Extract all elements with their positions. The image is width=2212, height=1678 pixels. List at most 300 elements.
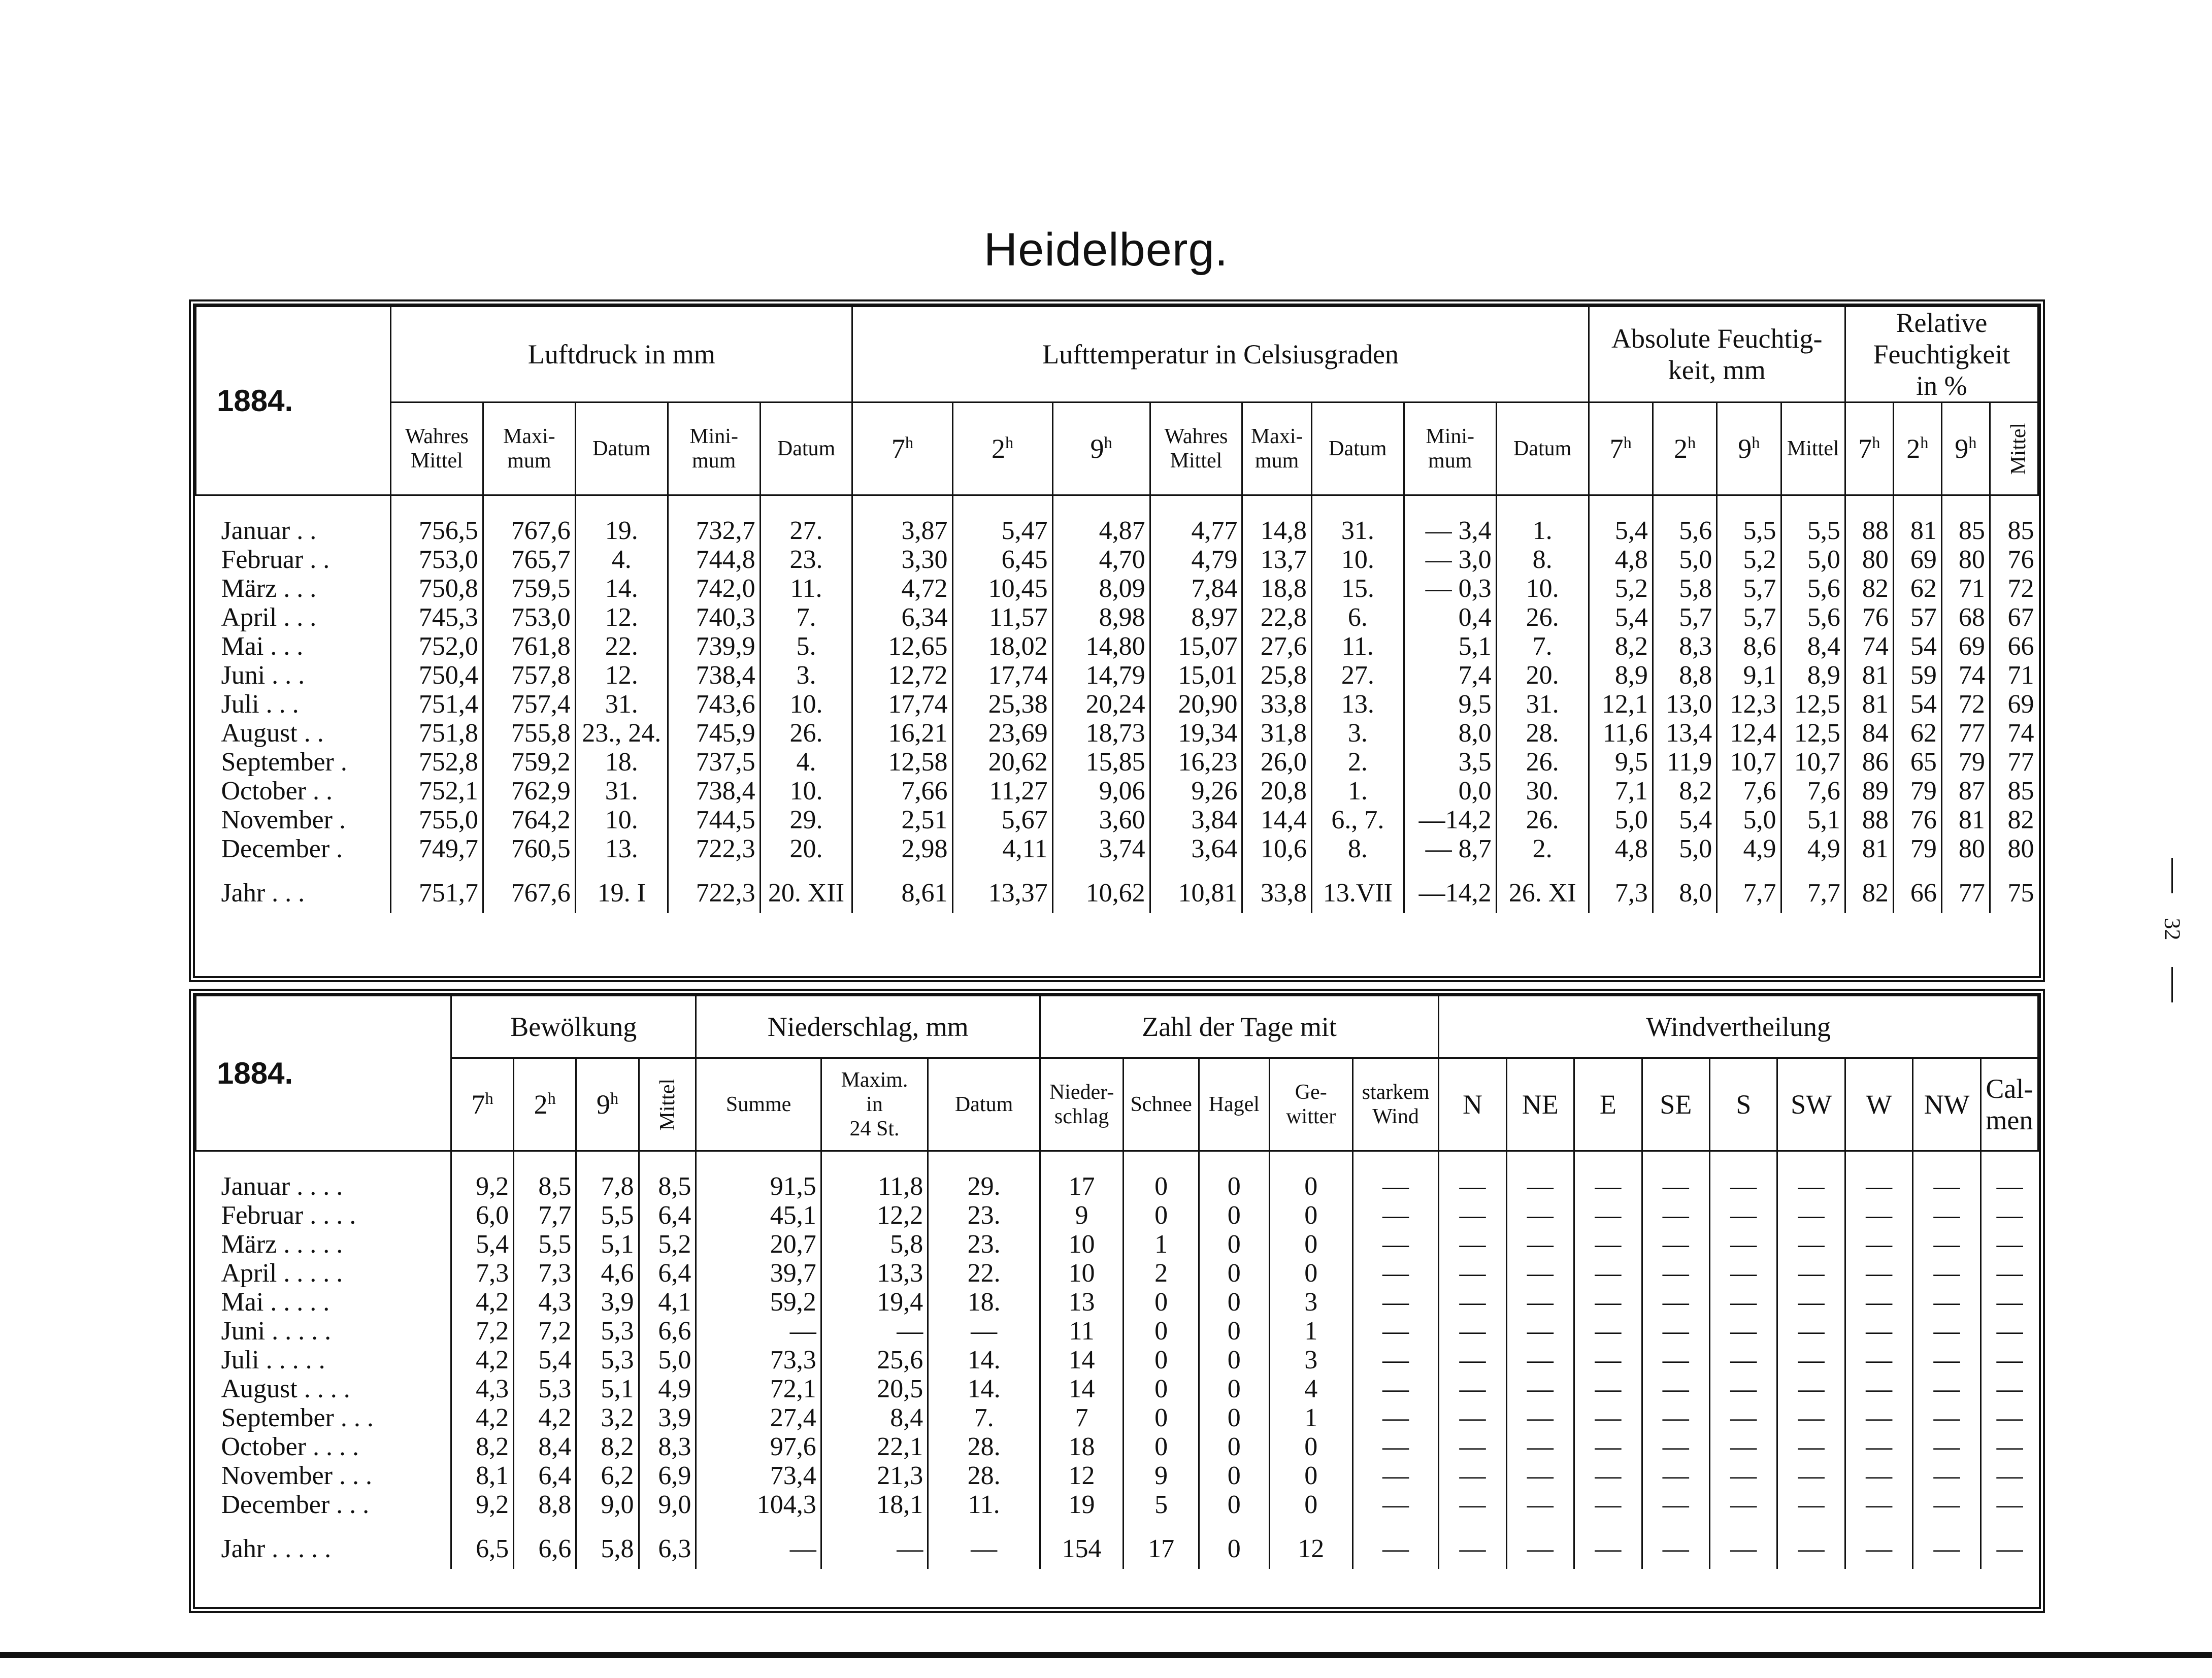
spacer-cell <box>1980 1519 2038 1528</box>
table-cell: — <box>696 1528 821 1569</box>
table-cell: 5,4 <box>451 1230 514 1259</box>
table-cell: 11,57 <box>952 603 1052 632</box>
table-cell: 76 <box>1893 806 1941 834</box>
table-cell: 752,0 <box>391 632 483 661</box>
table-cell: — <box>1913 1172 1980 1201</box>
table-cell: — <box>1439 1317 1506 1346</box>
table-row <box>196 1201 2038 1230</box>
spacer-cell <box>696 1151 821 1172</box>
table-cell: 17 <box>1040 1172 1123 1201</box>
spacer-cell <box>1311 495 1404 517</box>
table-cell: — <box>1642 1259 1709 1288</box>
table-cell: 72,1 <box>696 1374 821 1403</box>
table-row <box>196 661 2038 690</box>
table-cell: 19. <box>575 516 668 545</box>
table-cell: 10,7 <box>1717 748 1781 777</box>
table-cell: — <box>1710 1528 1777 1569</box>
table-cell: 0 <box>1124 1201 1199 1230</box>
table-row <box>196 834 2038 863</box>
col-maximum: Maxi- mum <box>483 402 575 495</box>
table-cell: 7,66 <box>852 777 952 806</box>
col-wind-sw: SW <box>1777 1058 1845 1151</box>
spacer-cell <box>1781 495 1845 517</box>
table-cell: 23. <box>760 545 852 574</box>
col-mittel: Mittel <box>1990 402 2038 495</box>
table-cell: 59,2 <box>696 1288 821 1317</box>
table-cell: 7,4 <box>1404 661 1496 690</box>
table-cell: — <box>1352 1346 1438 1374</box>
group-niederschlag: Niederschlag, mm <box>696 996 1040 1058</box>
table-cell: 28. <box>1496 719 1589 748</box>
table-cell: 17,74 <box>852 690 952 719</box>
row-label: Januar . . <box>221 516 317 546</box>
table-cell: 8. <box>1496 545 1589 574</box>
spacer-cell <box>196 1519 451 1528</box>
table-cell: 759,5 <box>483 574 575 603</box>
table-cell: 745,3 <box>391 603 483 632</box>
table-cell: 13. <box>1311 690 1404 719</box>
table-cell: 14. <box>575 574 668 603</box>
table-cell: — <box>1506 1528 1574 1569</box>
table-cell: 6,6 <box>639 1317 696 1346</box>
table-cell: 7,7 <box>1717 872 1781 913</box>
spacer-cell <box>1352 1151 1438 1172</box>
table-cell: — <box>1574 1172 1642 1201</box>
spacer-cell <box>483 495 575 517</box>
table-cell: — <box>1642 1374 1709 1403</box>
table-cell: 761,8 <box>483 632 575 661</box>
table-cell: 81 <box>1893 516 1941 545</box>
table-cell: 79 <box>1893 834 1941 863</box>
spacer-cell <box>1717 495 1781 517</box>
group-luftdruck: Luftdruck in mm <box>391 307 852 402</box>
table-cell: 9,2 <box>451 1172 514 1201</box>
col-minimum: Mini- mum <box>1404 402 1496 495</box>
group-windvertheilung: Windvertheilung <box>1439 996 2038 1058</box>
table-cell: 26. <box>760 719 852 748</box>
table-cell: 12 <box>1040 1461 1123 1490</box>
table-cell: — <box>1913 1374 1980 1403</box>
table-cell: 74 <box>1845 632 1893 661</box>
table-cell: 2 <box>1124 1259 1199 1288</box>
table-cell: 765,7 <box>483 545 575 574</box>
row-label: Juli . . . . . <box>221 1346 325 1374</box>
table-cell: 22. <box>928 1259 1040 1288</box>
table-cell: 5,5 <box>1717 516 1781 545</box>
table-cell: — <box>1439 1230 1506 1259</box>
table-cell: 9,06 <box>1052 777 1150 806</box>
spacer-cell <box>1717 863 1781 872</box>
table-cell: 30. <box>1496 777 1589 806</box>
table-cell: 8,1 <box>451 1461 514 1490</box>
table-cell: 744,8 <box>668 545 760 574</box>
spacer-cell <box>1352 1519 1438 1528</box>
col-7h: 7$^h$ <box>1845 402 1893 495</box>
table-cell: 18,02 <box>952 632 1052 661</box>
col-wind-nw: NW <box>1913 1058 1980 1151</box>
table-cell: 4,77 <box>1150 516 1242 545</box>
table-cell: 8,61 <box>852 872 952 913</box>
table-cell: — <box>1439 1288 1506 1317</box>
table-cell: 0 <box>1199 1288 1270 1317</box>
table-cell: 80 <box>1941 834 1990 863</box>
spacer-cell <box>1311 863 1404 872</box>
table-cell: 13,3 <box>821 1259 928 1288</box>
table-cell: 3,9 <box>576 1288 639 1317</box>
climate-table-1 <box>189 299 2045 982</box>
table-cell: 8,09 <box>1052 574 1150 603</box>
table-cell: 91,5 <box>696 1172 821 1201</box>
table-cell: 14,8 <box>1242 516 1311 545</box>
spacer-cell <box>696 1519 821 1528</box>
table-cell: — <box>1574 1432 1642 1461</box>
table-cell: 5,7 <box>1653 603 1716 632</box>
spacer-cell <box>1845 863 1893 872</box>
table-cell: 5,7 <box>1717 574 1781 603</box>
table-cell: 0 <box>1124 1374 1199 1403</box>
spacer-cell <box>1710 1151 1777 1172</box>
table-cell: —14,2 <box>1404 806 1496 834</box>
col-wind-ne: NE <box>1506 1058 1574 1151</box>
table-cell: — <box>1506 1490 1574 1519</box>
table-cell: 3,64 <box>1150 834 1242 863</box>
table-cell: 7,3 <box>451 1259 514 1288</box>
table-cell: 745,9 <box>668 719 760 748</box>
table-cell: 756,5 <box>391 516 483 545</box>
table-cell: 29. <box>760 806 852 834</box>
table-cell: 85 <box>1990 516 2038 545</box>
table-cell: 9 <box>1124 1461 1199 1490</box>
spacer-cell <box>760 863 852 872</box>
group-zahl-der-tage: Zahl der Tage mit <box>1040 996 1438 1058</box>
spacer-cell <box>1150 495 1242 517</box>
table-cell: 31,8 <box>1242 719 1311 748</box>
table-cell: 86 <box>1845 748 1893 777</box>
table-cell: 9,2 <box>451 1490 514 1519</box>
spacer-cell <box>1269 1151 1352 1172</box>
table-cell: — <box>1710 1230 1777 1259</box>
table-cell: 18. <box>575 748 668 777</box>
spacer-cell <box>1990 863 2038 872</box>
table-cell: 21,3 <box>821 1461 928 1490</box>
table-cell: 11. <box>760 574 852 603</box>
table-cell: — <box>1574 1288 1642 1317</box>
table-cell: 59 <box>1893 661 1941 690</box>
table-cell: 4. <box>575 545 668 574</box>
table-cell: 5,67 <box>952 806 1052 834</box>
table-cell: 15,85 <box>1052 748 1150 777</box>
table-cell: 3,9 <box>639 1403 696 1432</box>
table-cell: 3. <box>760 661 852 690</box>
spacer-cell <box>1777 1519 1845 1528</box>
table-cell: — <box>1439 1461 1506 1490</box>
table-cell: 14. <box>928 1374 1040 1403</box>
table-cell: — <box>1913 1317 1980 1346</box>
table-cell: — <box>1439 1374 1506 1403</box>
table-cell: 10,81 <box>1150 872 1242 913</box>
spacer-cell <box>1496 495 1589 517</box>
table-cell: — <box>1352 1490 1438 1519</box>
spacer-cell <box>1506 1151 1574 1172</box>
table-cell: — <box>1913 1461 1980 1490</box>
table-cell: 73,4 <box>696 1461 821 1490</box>
table-cell: 755,8 <box>483 719 575 748</box>
table-cell: 5,2 <box>1717 545 1781 574</box>
table-cell: 10. <box>1311 545 1404 574</box>
spacer-cell <box>1199 1151 1270 1172</box>
spacer-cell <box>1496 863 1589 872</box>
table-cell: — <box>1913 1230 1980 1259</box>
table-cell: — <box>1913 1528 1980 1569</box>
table-row <box>196 1403 2038 1432</box>
table-cell: — 3,0 <box>1404 545 1496 574</box>
table-cell: 4,2 <box>451 1288 514 1317</box>
table-cell: 10. <box>575 806 668 834</box>
table-cell: 4,72 <box>852 574 952 603</box>
table-cell: 8,97 <box>1150 603 1242 632</box>
group-relative-feuchtigkeit: Relative Feuchtigkeit in % <box>1845 307 2038 402</box>
table-cell: 73,3 <box>696 1346 821 1374</box>
col-2h: 2$^h$ <box>952 402 1052 495</box>
table-cell: 10,6 <box>1242 834 1311 863</box>
table-cell: 4,8 <box>1589 834 1653 863</box>
table-cell: 12. <box>575 603 668 632</box>
table-cell: 749,7 <box>391 834 483 863</box>
table-cell: 29. <box>928 1172 1040 1201</box>
table-row <box>196 603 2038 632</box>
table-2-body <box>196 1151 2038 1569</box>
table-cell: 5,4 <box>514 1346 576 1374</box>
table-cell: 71 <box>1941 574 1990 603</box>
table-cell: 5,3 <box>576 1346 639 1374</box>
table-cell: 6,4 <box>639 1259 696 1288</box>
table-cell: 26. XI <box>1496 872 1589 913</box>
table-cell: 7,7 <box>514 1201 576 1230</box>
table-cell: 744,5 <box>668 806 760 834</box>
table-cell: 20,62 <box>952 748 1052 777</box>
table-cell: 7,7 <box>1781 872 1845 913</box>
table-cell: 6,4 <box>514 1461 576 1490</box>
table-cell: — <box>1439 1528 1506 1569</box>
spacer-cell <box>1893 495 1941 517</box>
col-datum: Datum <box>1311 402 1404 495</box>
table-cell: 104,3 <box>696 1490 821 1519</box>
table-row <box>196 1172 2038 1201</box>
table-cell: 11,6 <box>1589 719 1653 748</box>
table-cell: 68 <box>1941 603 1990 632</box>
table-row <box>196 545 2038 574</box>
table-cell: 5,1 <box>576 1230 639 1259</box>
row-label: April . . . . . <box>221 1259 343 1288</box>
col-mittel: Mittel <box>1781 402 1845 495</box>
spacer-cell <box>1653 863 1716 872</box>
row-label: März . . . . . <box>221 1230 343 1259</box>
table-cell: — 3,4 <box>1404 516 1496 545</box>
group-absolute-feuchtigkeit: Absolute Feuchtig- keit, mm <box>1589 307 1845 402</box>
table-bewoelkung-niederschlag-wind <box>195 995 2039 1569</box>
table-cell: 20. XII <box>760 872 852 913</box>
table-cell: 14,80 <box>1052 632 1150 661</box>
row-label: Juni . . . <box>221 661 305 690</box>
table-cell: — <box>1845 1172 1912 1201</box>
table-cell: — <box>1439 1172 1506 1201</box>
group-bewoelkung: Bewölkung <box>451 996 696 1058</box>
table-row <box>196 574 2038 603</box>
table-cell: 1. <box>1311 777 1404 806</box>
year-label: 1884. <box>196 307 391 495</box>
table-cell: 20,7 <box>696 1230 821 1259</box>
table-cell: 5,47 <box>952 516 1052 545</box>
table-cell: 66 <box>1990 632 2038 661</box>
table-cell: — <box>1710 1172 1777 1201</box>
table-cell: 15,01 <box>1150 661 1242 690</box>
table-cell: 10,62 <box>1052 872 1150 913</box>
row-label: August . . . . <box>221 1374 350 1403</box>
table-cell: 79 <box>1941 748 1990 777</box>
table-cell: — <box>1352 1374 1438 1403</box>
table-row-jahr <box>196 872 2038 913</box>
spacer-cell <box>575 863 668 872</box>
table-cell: — <box>1710 1490 1777 1519</box>
table-cell: 4,2 <box>451 1403 514 1432</box>
spacer-cell <box>928 1519 1040 1528</box>
table-cell: 7,3 <box>1589 872 1653 913</box>
table-cell: 4,9 <box>639 1374 696 1403</box>
spacer-row <box>196 1151 2038 1172</box>
table-cell: 751,8 <box>391 719 483 748</box>
table-cell: 87 <box>1941 777 1990 806</box>
table-cell: 17,74 <box>952 661 1052 690</box>
table-cell: 5,0 <box>1717 806 1781 834</box>
table-cell: — <box>1913 1432 1980 1461</box>
table-cell: 62 <box>1893 719 1941 748</box>
table-cell: — <box>1710 1403 1777 1432</box>
table-cell: 8,6 <box>1717 632 1781 661</box>
table-cell: 80 <box>1845 545 1893 574</box>
spacer-cell <box>196 495 391 517</box>
table-cell: 11. <box>1311 632 1404 661</box>
table-cell: 7,3 <box>514 1259 576 1288</box>
table-cell: 8,3 <box>1653 632 1716 661</box>
spacer-cell <box>514 1519 576 1528</box>
table-cell: 750,8 <box>391 574 483 603</box>
spacer-cell <box>1941 863 1990 872</box>
table-cell: — <box>1352 1201 1438 1230</box>
climate-table-2 <box>189 989 2045 1613</box>
table-cell: —14,2 <box>1404 872 1496 913</box>
col-summe: Summe <box>696 1058 821 1151</box>
table-cell: — <box>1506 1230 1574 1259</box>
table-cell: 76 <box>1845 603 1893 632</box>
table-cell: 81 <box>1845 690 1893 719</box>
table-cell: 4,87 <box>1052 516 1150 545</box>
table-cell: — <box>1980 1374 2038 1403</box>
table-cell: 4,2 <box>514 1403 576 1432</box>
table-cell: 16,23 <box>1150 748 1242 777</box>
spacer-cell <box>1040 1519 1123 1528</box>
row-label: Mai . . . . . <box>221 1288 330 1317</box>
table-cell: 22,8 <box>1242 603 1311 632</box>
table-cell: — <box>1777 1230 1845 1259</box>
spacer-row <box>196 863 2038 872</box>
table-cell: 5,4 <box>1653 806 1716 834</box>
table-cell: 8,0 <box>1653 872 1716 913</box>
table-cell: 7 <box>1040 1403 1123 1432</box>
table-cell: — <box>1439 1201 1506 1230</box>
table-cell: 14,4 <box>1242 806 1311 834</box>
table-cell: — <box>1980 1461 2038 1490</box>
table-cell: 0 <box>1269 1172 1352 1201</box>
table-cell: 12,5 <box>1781 719 1845 748</box>
table-cell: 0 <box>1199 1528 1270 1569</box>
spacer-cell <box>1941 495 1990 517</box>
spacer-cell <box>1990 495 2038 517</box>
table-cell: — 8,7 <box>1404 834 1496 863</box>
spacer-cell <box>668 495 760 517</box>
table-cell: 4,9 <box>1717 834 1781 863</box>
spacer-cell <box>1642 1151 1709 1172</box>
table-cell: 762,9 <box>483 777 575 806</box>
spacer-cell <box>1574 1151 1642 1172</box>
spacer-cell <box>1653 495 1716 517</box>
table-cell: — <box>696 1317 821 1346</box>
col-wind-s: S <box>1710 1058 1777 1151</box>
table-cell: 20,5 <box>821 1374 928 1403</box>
table-cell: 0 <box>1124 1432 1199 1461</box>
table-cell: 0 <box>1199 1317 1270 1346</box>
table-cell: 5,8 <box>1653 574 1716 603</box>
table-cell: 2,51 <box>852 806 952 834</box>
table-cell: 6. <box>1311 603 1404 632</box>
spacer-cell <box>1040 1151 1123 1172</box>
table-cell: 7. <box>760 603 852 632</box>
table-cell: 4,11 <box>952 834 1052 863</box>
table-cell: 81 <box>1845 834 1893 863</box>
table-cell: 20,24 <box>1052 690 1150 719</box>
table-cell: 28. <box>928 1461 1040 1490</box>
spacer-cell <box>1913 1151 1980 1172</box>
table-cell: 14. <box>928 1346 1040 1374</box>
table-cell: 0 <box>1124 1288 1199 1317</box>
table-cell: 6,0 <box>451 1201 514 1230</box>
margin-rule <box>2171 967 2173 1002</box>
table-cell: 5 <box>1124 1490 1199 1519</box>
table-cell: 33,8 <box>1242 872 1311 913</box>
table-cell: 2. <box>1496 834 1589 863</box>
table-cell: 5,6 <box>1781 603 1845 632</box>
row-label: December . <box>221 834 343 864</box>
table-cell: 12 <box>1269 1528 1352 1569</box>
table-cell: 12,2 <box>821 1201 928 1230</box>
table-cell: 5,4 <box>1589 603 1653 632</box>
spacer-cell <box>1781 863 1845 872</box>
table-cell: 10. <box>760 777 852 806</box>
table-cell: 5,3 <box>576 1317 639 1346</box>
table-cell: 80 <box>1941 545 1990 574</box>
spacer-cell <box>1845 1151 1912 1172</box>
table-cell: — <box>1574 1374 1642 1403</box>
table-cell: 750,4 <box>391 661 483 690</box>
table-cell: — <box>1777 1374 1845 1403</box>
table-cell: 6,45 <box>952 545 1052 574</box>
table-cell: — <box>1777 1317 1845 1346</box>
table-cell: 33,8 <box>1242 690 1311 719</box>
table-cell: 9,0 <box>639 1490 696 1519</box>
table-cell: 5,0 <box>1781 545 1845 574</box>
table-cell: 11,8 <box>821 1172 928 1201</box>
spacer-cell <box>760 495 852 517</box>
table-cell: 19,34 <box>1150 719 1242 748</box>
